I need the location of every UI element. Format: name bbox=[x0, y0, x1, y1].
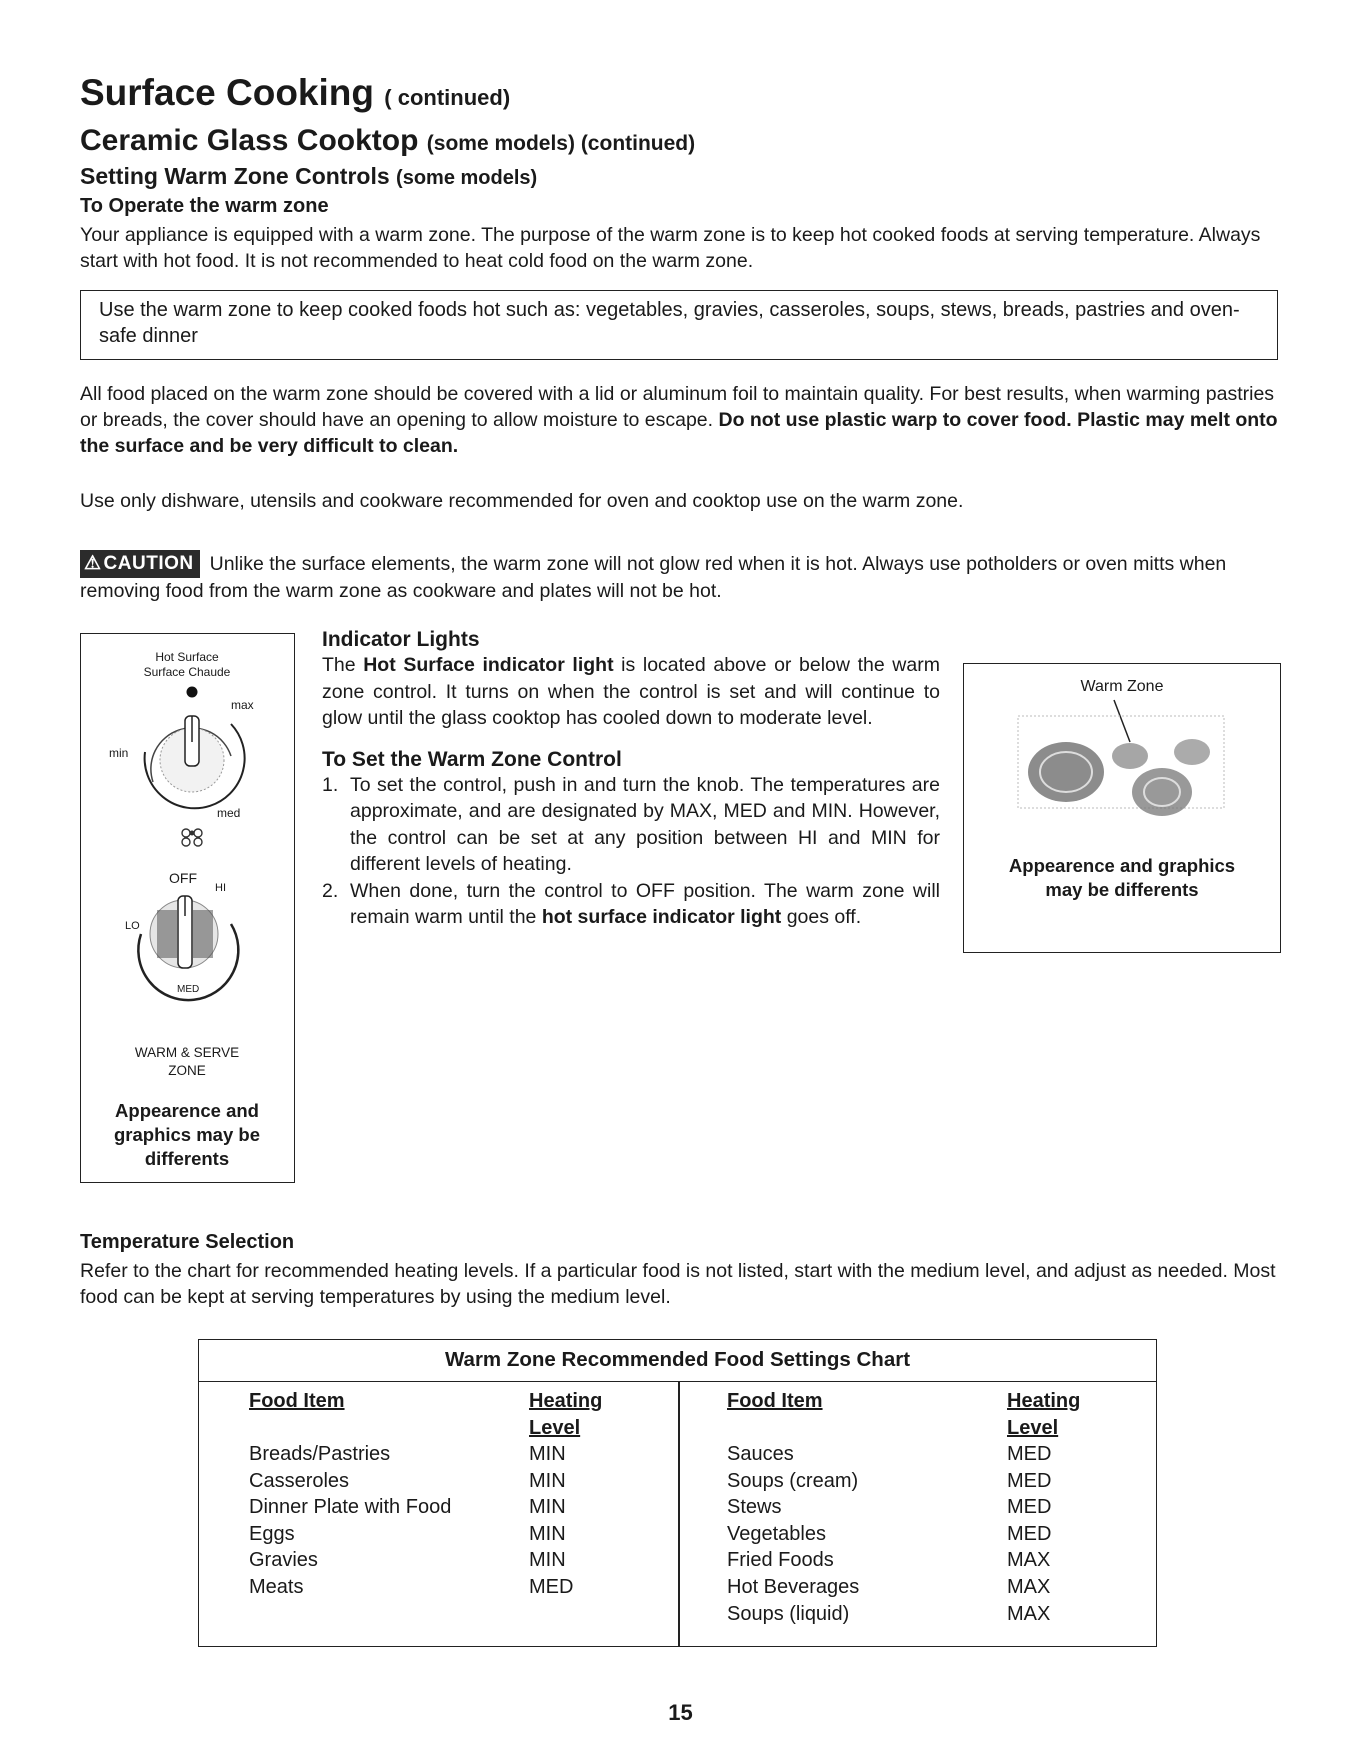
table-row: Soups (cream) bbox=[727, 1469, 859, 1492]
left-heating-header: Heating Level bbox=[529, 1390, 603, 1439]
table-cell: MIN bbox=[529, 1522, 566, 1545]
instructions-column bbox=[322, 628, 940, 931]
cooktop-illustration bbox=[964, 664, 1280, 864]
min-label: min bbox=[109, 746, 129, 760]
cover-paragraph: All food placed on the warm zone should be covered with a lid or aluminum foil to maintain quality. For best results, when warming pastries or breads, the cover should have an opening to allow moisture to escape. Do not use plastic warp to cover food. Plastic may melt onto the surface and be very difficult to clean. bbox=[80, 383, 1278, 457]
burner-icon bbox=[1132, 768, 1192, 816]
warning-triangle-icon: ⚠ bbox=[84, 553, 102, 574]
temperature-text: Refer to the chart for recommended heating levels. If a particular food is not listed, start with the medium level, and adjust as needed. Most food can be kept at serving temperatures by using the medium level. bbox=[80, 1260, 1276, 1308]
left-food-header: Food Item bbox=[249, 1390, 345, 1412]
upper-knob-icon bbox=[145, 716, 245, 808]
indicator-heading: Indicator Lights bbox=[322, 628, 480, 651]
right-food-header: Food Item bbox=[727, 1390, 823, 1412]
table-cell: MAX bbox=[1007, 1575, 1051, 1598]
table-cell: MIN bbox=[529, 1469, 566, 1492]
warm-zone-icon bbox=[1112, 743, 1148, 769]
caution-paragraph: ⚠ CAUTION Unlike the surface elements, the warm zone will not glow red when it is hot. Always use potholders or oven mitts when removing food from the warm zone as cookware and plates will not be hot. bbox=[80, 550, 1285, 604]
table-cell: MED bbox=[1007, 1522, 1052, 1545]
right-heating-header: Heating Level bbox=[1007, 1390, 1081, 1439]
set-control-steps bbox=[322, 772, 940, 931]
table-cell: MAX bbox=[1007, 1549, 1051, 1572]
table-cell: MED bbox=[1007, 1443, 1052, 1465]
table-row: Casseroles bbox=[249, 1469, 350, 1492]
page-title-suffix: ( continued) bbox=[384, 85, 511, 110]
dishware-paragraph: Use only dishware, utensils and cookware recommended for oven and cooktop use on the warm zone. bbox=[80, 490, 964, 512]
warm-serve-zone-label: WARM & SERVE ZONE bbox=[134, 1045, 240, 1078]
operate-heading: To Operate the warm zone bbox=[80, 195, 329, 217]
food-settings-chart bbox=[198, 1339, 1157, 1647]
hot-surface-label: Hot Surface Surface Chaude bbox=[143, 650, 231, 679]
med-label: med bbox=[217, 806, 241, 820]
page-title: Surface Cooking ( continued) bbox=[80, 72, 511, 113]
right-figure-caption: Appearence and graphics may be differents bbox=[1008, 855, 1236, 900]
list-item: 2. When done, turn the control to OFF position. The warm zone will remain warm until the hot surface indicator light goes off. bbox=[322, 879, 940, 928]
table-cell: MIN bbox=[529, 1496, 566, 1519]
left-figure-caption: Appearence and graphics may be differents bbox=[113, 1100, 260, 1169]
table-cell: MAX bbox=[1007, 1602, 1051, 1625]
table-cell: MED bbox=[1007, 1496, 1052, 1519]
chart-title: Warm Zone Recommended Food Settings Chart bbox=[199, 1340, 1156, 1382]
table-row: Hot Beverages bbox=[727, 1575, 860, 1598]
left-level-column bbox=[529, 1441, 573, 1601]
temperature-heading: Temperature Selection bbox=[80, 1231, 295, 1253]
table-row: Meats bbox=[249, 1575, 304, 1598]
table-row: Sauces bbox=[727, 1443, 794, 1465]
table-row: Dinner Plate with Food bbox=[249, 1496, 452, 1519]
burner-icon bbox=[1174, 739, 1210, 765]
section-title-suffix: (some models) (continued) bbox=[426, 132, 696, 155]
table-row: Soups (liquid) bbox=[727, 1602, 850, 1625]
table-row: Vegetables bbox=[727, 1522, 826, 1545]
lo-label: LO bbox=[125, 920, 140, 932]
right-level-column bbox=[1007, 1441, 1051, 1627]
right-food-column bbox=[727, 1441, 859, 1627]
indicator-light-icon bbox=[187, 687, 198, 698]
set-control-heading: To Set the Warm Zone Control bbox=[322, 747, 622, 771]
warm-zone-location-figure bbox=[963, 663, 1281, 953]
caution-badge: ⚠ CAUTION bbox=[80, 550, 200, 578]
table-row: Stews bbox=[727, 1496, 782, 1519]
table-cell: MED bbox=[529, 1575, 574, 1598]
table-row: Breads/Pastries bbox=[249, 1443, 391, 1465]
warm-zone-usage-note: Use the warm zone to keep cooked foods hot such as: vegetables, gravies, casseroles, soups, stews, breads, pastries and oven-safe dinner bbox=[80, 290, 1278, 360]
warm-zone-label: Warm Zone bbox=[1080, 678, 1164, 695]
table-cell: MED bbox=[1007, 1469, 1052, 1492]
max-label: max bbox=[231, 698, 254, 712]
table-row: Gravies bbox=[249, 1549, 318, 1572]
off-label: OFF bbox=[169, 870, 197, 886]
table-cell: MIN bbox=[529, 1443, 566, 1465]
subsection-title-suffix: (some models) bbox=[396, 167, 538, 189]
section-title: Ceramic Glass Cooktop (some models) (continued) bbox=[80, 124, 696, 157]
page-number: 15 bbox=[668, 1700, 693, 1725]
list-item: 1. To set the control, push in and turn the knob. The temperatures are approximate, and are designated by MAX, MED and MIN. However, the control can be set at any position between HI and MIN for different levels of heating. bbox=[322, 773, 940, 875]
left-food-column bbox=[249, 1441, 451, 1601]
cover-warning: Do not use plastic warp to cover food. Plastic may melt onto the surface and be very difficult to clean. bbox=[80, 409, 1278, 457]
hi-label: HI bbox=[215, 882, 226, 894]
element-symbol-icon bbox=[182, 829, 202, 846]
operate-intro: Your appliance is equipped with a warm zone. The purpose of the warm zone is to keep hot cooked foods at serving temperature. Always start with hot food. It is not recommended to heat cold food on the warm zone. bbox=[80, 224, 1261, 272]
med2-label: MED bbox=[177, 984, 200, 995]
table-row: Eggs bbox=[249, 1522, 295, 1545]
subsection-title: Setting Warm Zone Controls (some models) bbox=[80, 163, 538, 189]
indicator-text: The Hot Surface indicator light is located above or below the warm zone control. It turns on when the control is set and will continue to glow until the glass cooktop has cooled down to moderate level. bbox=[322, 654, 940, 729]
warm-zone-control-figure bbox=[80, 633, 295, 1183]
table-row: Fried Foods bbox=[727, 1549, 834, 1572]
table-cell: MIN bbox=[529, 1549, 566, 1572]
chart-divider bbox=[678, 1382, 680, 1646]
